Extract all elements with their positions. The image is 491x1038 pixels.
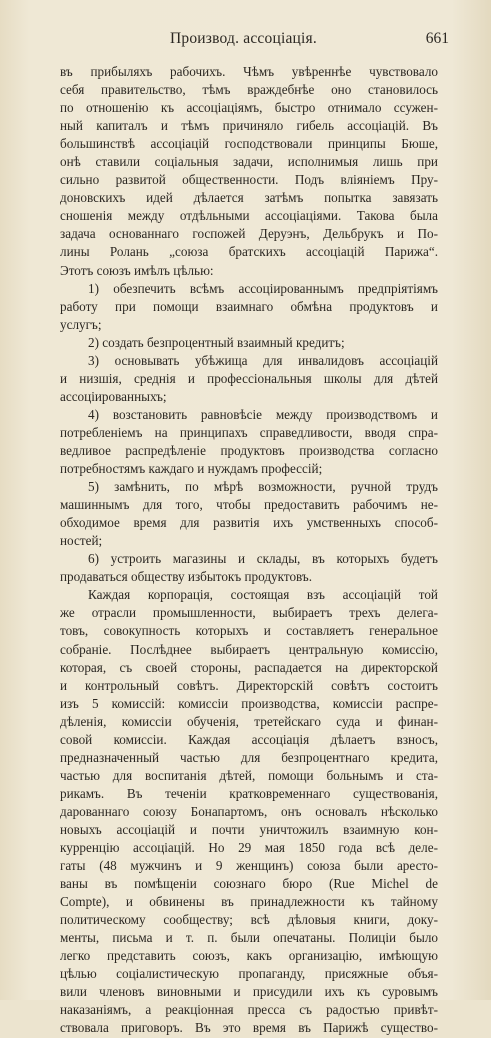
running-title: Производ. ассоціація.	[170, 30, 317, 47]
text-line: которая, съ своей стороны, распадается на директорской	[60, 659, 438, 675]
text-line: вили членовъ виновными и присудили ихъ къ суровымъ	[60, 984, 438, 1000]
text-line: Compte), и обвинены въ принадлежности къ тайному	[60, 894, 438, 910]
text-line: потребностямъ каждаго и нуждамъ профессій;	[60, 461, 323, 477]
text-line: ваны въ помѣщеніи союзнаго бюро (Rue Michel de	[60, 876, 438, 892]
text-line: въ прибыляхъ рабочихъ. Чѣмъ увѣреннѣе чувствовало	[60, 64, 438, 79]
text-line: совой комиссіи. Каждая ассоціація дѣлаетъ взносъ,	[60, 731, 438, 747]
text-line: предназначенный частью для безпроцентнаго кредита,	[60, 749, 438, 765]
text-line: дарованнаго союзу Бонапартомъ, онъ основалъ нѣсколько	[60, 803, 438, 819]
text-line: менты, письма и т. п. были опечатаны. Полиціи было	[60, 930, 438, 946]
text-line: продаваться обществу избытокъ продуктовъ.	[60, 569, 313, 585]
text-line: задача основаннаго госпожей Деруэнъ, Дельбрукъ и По-	[60, 226, 438, 242]
text-line: сильно развитой общественности. Подъ вліяніемъ Пру-	[60, 172, 438, 188]
text-line: и низшія, среднія и профессіональныя школы для дѣтей	[60, 370, 438, 386]
body-text	[60, 63, 438, 1038]
text-line: Каждая корпорація, состоящая взъ ассоціацій той	[88, 587, 438, 603]
text-line: лины Ролань „союза братскихъ ассоціацій Парижа“.	[60, 244, 438, 260]
text-line: ный капиталъ и тѣмъ причиняло гибель ассоціацій. Въ	[60, 118, 438, 134]
text-line: услугъ;	[60, 316, 102, 332]
text-line: онѣ ставили соціальныя задачи, исполнимыя лишь при	[60, 154, 438, 170]
text-line: рикамъ. Въ теченіи кратковременнаго существованія,	[60, 785, 438, 801]
text-line: доновскихъ идей дѣлается затѣмъ попытка завязать	[60, 190, 438, 206]
text-line: 5) замѣнить, по мѣрѣ возможности, ручной трудъ	[88, 479, 438, 495]
text-line: себя правительство, тѣмъ враждебнѣе оно становилось	[60, 82, 438, 98]
text-line: 4) возстановить равновѣсіе между производствомъ и	[88, 406, 438, 422]
text-line: новыхъ ассоціацій и почти уничтожилъ взаимную кон-	[60, 821, 438, 837]
text-line: цѣлью соціалистическую пропаганду, присяжные объя-	[60, 966, 438, 982]
text-line: Этотъ союзъ имѣлъ цѣлью:	[60, 262, 214, 278]
text-line: ствовала приговоръ. Въ это время въ Парижѣ существо-	[60, 1020, 438, 1036]
text-line: машиннымъ для того, чтобы предоставить рабочимъ не-	[60, 497, 438, 513]
text-line: политическому сообществу; всѣ дѣловыя книги, доку-	[60, 912, 438, 928]
text-line: обходимое время для развитія ихъ умственныхъ способ-	[60, 515, 438, 531]
text-line: собраніе. Послѣднее выбираетъ центральную комиссію,	[60, 641, 438, 657]
text-line: 2) создать безпроцентный взаимный кредитъ;	[88, 334, 345, 350]
text-line: ведливое распредѣленіе продуктовъ производства согласно	[60, 442, 438, 458]
text-line: по отношенію къ ассоціаціямъ, быстро отнимало ссужен-	[60, 100, 438, 116]
text-line: ностей;	[60, 533, 103, 549]
text-line: 3) основывать убѣжища для инвалидовъ ассоціацій	[88, 352, 438, 368]
text-line: же отрасли промышленности, выбираетъ трехъ делега-	[60, 605, 438, 621]
text-line: дѣленія, комиссіи обученія, третейскаго суда и финан-	[60, 713, 438, 729]
text-line: наказаніямъ, а реакціонная пресса съ радостью привѣт-	[60, 1002, 438, 1018]
text-line: частью для воспитанія дѣтей, помощи больнымъ и ста-	[60, 767, 438, 783]
text-line: курренцію ассоціацій. Но 29 мая 1850 года всѣ деле-	[60, 840, 438, 856]
text-line: 6) устроить магазины и склады, въ которыхъ будетъ	[88, 551, 438, 567]
text-line: сношенія между отдѣльными ассоціаціями. Такова была	[60, 208, 438, 224]
text-line: и контрольный совѣтъ. Директорскій совѣтъ состоитъ	[60, 677, 438, 693]
page-number: 661	[425, 30, 449, 47]
text-line: ассоціированныхъ;	[60, 388, 167, 404]
text-line: товъ, совокупность которыхъ и составляетъ генеральное	[60, 623, 438, 639]
text-line: гаты (48 мужчинъ и 9 женщинъ) союза были аресто-	[60, 858, 438, 874]
text-line: изъ 5 комиссій: комиссіи производства, комиссіи распре-	[60, 695, 438, 711]
text-line: работу при помощи взаимнаго обмѣна продуктовъ и	[60, 298, 438, 314]
text-line: 1) обезпечить всѣмъ ассоціированнымъ предпріятіямъ	[88, 280, 438, 296]
page-header	[60, 30, 449, 52]
text-line: легко представить союзъ, какъ организацію, имѣющую	[60, 948, 438, 964]
text-line: потребленіемъ на принципахъ справедливости, вводя спра-	[60, 424, 438, 440]
text-line: большинствѣ ассоціацій господствовали принципы Бюше,	[60, 136, 438, 152]
